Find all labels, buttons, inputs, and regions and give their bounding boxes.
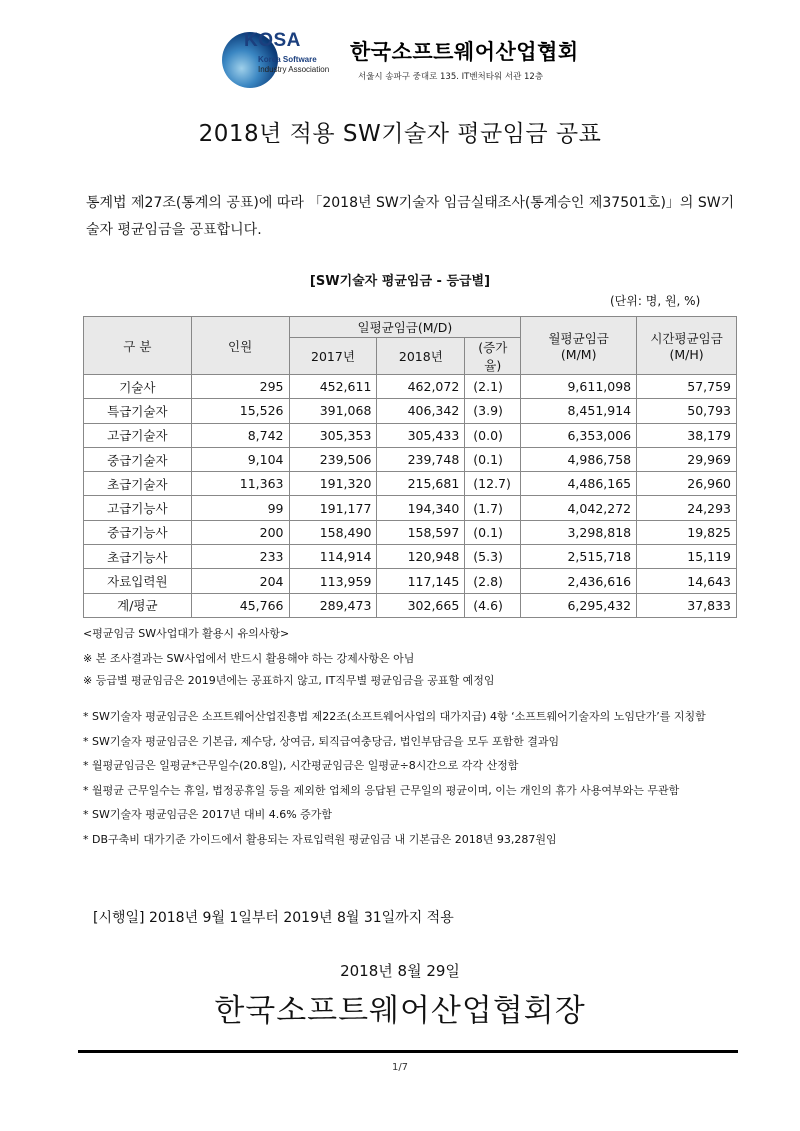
row-2017: 452,611 [289, 375, 377, 399]
row-count: 204 [191, 569, 289, 593]
row-2018: 302,665 [377, 593, 465, 617]
table-row [84, 520, 737, 544]
row-2018: 117,145 [377, 569, 465, 593]
row-category: 자료입력원 [84, 569, 192, 593]
organization-address: 서울시 송파구 중대로 135. IT벤처타워 서관 12층 [358, 72, 544, 82]
row-hourly: 37,833 [637, 593, 737, 617]
row-2018: 406,342 [377, 399, 465, 423]
row-monthly: 8,451,914 [521, 399, 637, 423]
row-category: 고급기능사 [84, 496, 192, 520]
table-row [84, 545, 737, 569]
row-monthly: 6,353,006 [521, 423, 637, 447]
row-count: 233 [191, 545, 289, 569]
unit-note: (단위: 명, 원, %) [610, 294, 701, 308]
row-hourly: 26,960 [637, 472, 737, 496]
header-rate: (증가율) [465, 338, 521, 375]
row-monthly: 4,486,165 [521, 472, 637, 496]
row-monthly: 3,298,818 [521, 520, 637, 544]
header-2018: 2018년 [377, 338, 465, 375]
row-hourly: 29,969 [637, 447, 737, 471]
intro-paragraph: 통계법 제27조(통계의 공표)에 따라 「2018년 SW기술자 임금실태조사(통계승인 제37501호)」의 SW기술자 평균임금을 공표합니다. [86, 195, 735, 238]
row-count: 45,766 [191, 593, 289, 617]
issue-date: 2018년 8월 29일 [340, 962, 460, 980]
issuer-signature: 한국소프트웨어산업협회장 [214, 993, 586, 1029]
row-2018: 239,748 [377, 447, 465, 471]
row-hourly: 15,119 [637, 545, 737, 569]
row-count: 9,104 [191, 447, 289, 471]
note-mandatory: ※ 본 조사결과는 SW사업에서 반드시 활용해야 하는 강제사항은 아님 [83, 652, 415, 665]
row-2017: 158,490 [289, 520, 377, 544]
table-row [84, 593, 737, 617]
row-monthly: 2,515,718 [521, 545, 637, 569]
row-count: 99 [191, 496, 289, 520]
wage-table [83, 316, 737, 618]
table-row [84, 399, 737, 423]
row-monthly: 2,436,616 [521, 569, 637, 593]
row-2017: 113,959 [289, 569, 377, 593]
row-count: 15,526 [191, 399, 289, 423]
table-row [84, 375, 737, 399]
row-hourly: 24,293 [637, 496, 737, 520]
row-category: 고급기술자 [84, 423, 192, 447]
row-monthly: 6,295,432 [521, 593, 637, 617]
wage-table-body [84, 375, 737, 618]
table-title: [SW기술자 평균임금 - 등급별] [309, 274, 491, 289]
header-count: 인원 [191, 317, 289, 375]
table-row [84, 472, 737, 496]
row-2017: 191,177 [289, 496, 377, 520]
notes-heading: <평균임금 SW사업대가 활용시 유의사항> [83, 627, 290, 640]
row-rate: (2.8) [465, 569, 521, 593]
row-category: 기술사 [84, 375, 192, 399]
header-monthly-wage: 월평균임금 (M/M) [521, 317, 637, 375]
row-2017: 289,473 [289, 593, 377, 617]
note-2019-plan: ※ 등급별 평균임금은 2019년에는 공표하지 않고, IT직무별 평균임금을 공표할 예정임 [83, 674, 495, 687]
notes-secondary [83, 708, 743, 855]
note-item: * 월평균 근무일수는 휴일, 법정공휴일 등을 제외한 업체의 응답된 근무일의 평균이며, 이는 개인의 휴가 사용여부와는 무관함 [83, 783, 680, 797]
page-number: 1/7 [391, 1062, 409, 1073]
row-2017: 239,506 [289, 447, 377, 471]
row-rate: (0.0) [465, 423, 521, 447]
organization-name: 한국소프트웨어산업협회 [350, 39, 579, 64]
row-hourly: 57,759 [637, 375, 737, 399]
row-category: 초급기능사 [84, 545, 192, 569]
logo-sub-line-2: Industry Association [258, 65, 330, 74]
row-2018: 120,948 [377, 545, 465, 569]
document-title: 2018년 적용 SW기술자 평균임금 공표 [198, 121, 602, 147]
table-row [84, 447, 737, 471]
row-rate: (0.1) [465, 520, 521, 544]
row-category: 중급기술자 [84, 447, 192, 471]
row-hourly: 38,179 [637, 423, 737, 447]
row-2018: 462,072 [377, 375, 465, 399]
row-monthly: 4,986,758 [521, 447, 637, 471]
row-category: 계/평균 [84, 593, 192, 617]
row-2017: 305,353 [289, 423, 377, 447]
row-hourly: 50,793 [637, 399, 737, 423]
logo-subtitle [258, 55, 329, 75]
row-category: 중급기능사 [84, 520, 192, 544]
row-2017: 191,320 [289, 472, 377, 496]
notes-primary [83, 648, 743, 692]
effective-period: [시행일] 2018년 9월 1일부터 2019년 8월 31일까지 적용 [93, 910, 454, 926]
row-monthly: 9,611,098 [521, 375, 637, 399]
table-row [84, 569, 737, 593]
logo-sub-line-1: Korea Software [258, 55, 317, 64]
row-category: 특급기술자 [84, 399, 192, 423]
row-count: 200 [191, 520, 289, 544]
row-count: 11,363 [191, 472, 289, 496]
row-2018: 158,597 [377, 520, 465, 544]
table-row [84, 423, 737, 447]
note-item: * SW기술자 평균임금은 기본급, 제수당, 상여금, 퇴직급여충당금, 법인부담금을 모두 포함한 결과임 [83, 734, 560, 748]
header-hourly-wage: 시간평균임금 (M/H) [637, 317, 737, 375]
note-item: * 월평균임금은 일평균*근무일수(20.8일), 시간평균임금은 일평균÷8시간으로 각각 산정함 [83, 759, 519, 772]
row-rate: (5.3) [465, 545, 521, 569]
footer-rule [78, 1050, 738, 1053]
table-row [84, 496, 737, 520]
header-category: 구 분 [84, 317, 192, 375]
row-category: 초급기술자 [84, 472, 192, 496]
row-2018: 194,340 [377, 496, 465, 520]
header-daily-wage: 일평균임금(M/D) [289, 317, 521, 338]
row-2017: 114,914 [289, 545, 377, 569]
row-rate: (1.7) [465, 496, 521, 520]
row-hourly: 19,825 [637, 520, 737, 544]
row-count: 8,742 [191, 423, 289, 447]
note-item: * SW기술자 평균임금은 2017년 대비 4.6% 증가함 [83, 808, 333, 821]
row-rate: (2.1) [465, 375, 521, 399]
row-monthly: 4,042,272 [521, 496, 637, 520]
letterhead [218, 26, 598, 92]
row-count: 295 [191, 375, 289, 399]
row-hourly: 14,643 [637, 569, 737, 593]
header-2017: 2017년 [289, 338, 377, 375]
note-item: * SW기술자 평균임금은 소프트웨어산업진흥법 제22조(소프트웨어사업의 대가지급) 4항 ‘소프트웨어기술자의 노임단가’를 지칭함 [83, 710, 706, 723]
note-item: * DB구축비 대가기준 가이드에서 활용되는 자료입력원 평균임금 내 기본급은 2018년 93,287원임 [83, 832, 557, 846]
row-2018: 305,433 [377, 423, 465, 447]
row-2017: 391,068 [289, 399, 377, 423]
logo-text: KOSA [244, 30, 301, 51]
row-rate: (12.7) [465, 472, 521, 496]
row-rate: (4.6) [465, 593, 521, 617]
row-2018: 215,681 [377, 472, 465, 496]
row-rate: (3.9) [465, 399, 521, 423]
row-rate: (0.1) [465, 447, 521, 471]
